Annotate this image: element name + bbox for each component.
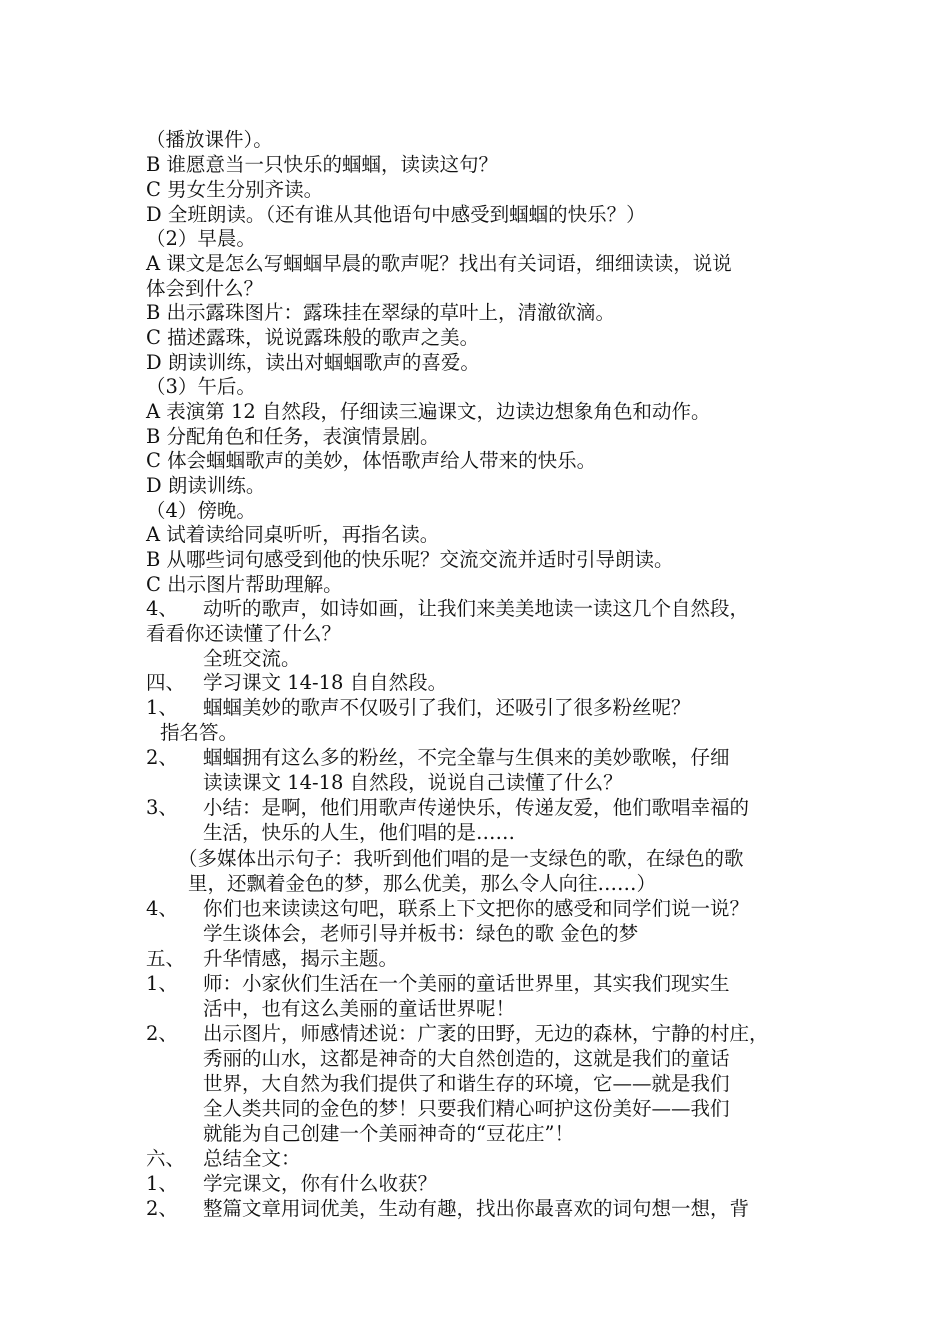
text-line: 出示图片，师感情述说：广袤的田野，无边的森林，宁静的村庄，: [203, 1022, 769, 1045]
text-line: D 全班朗读。（还有谁从其他语句中感受到蝈蝈的快乐？）: [146, 203, 646, 226]
text-line: D 朗读训练，读出对蝈蝈歌声的喜爱。: [146, 351, 480, 374]
item-number: 2、: [146, 1197, 178, 1220]
text-line: 活中，也有这么美丽的童话世界呢！: [203, 997, 516, 1020]
text-line: 秀丽的山水，这都是神奇的大自然创造的，这就是我们的童话: [203, 1047, 730, 1070]
text-line: D 朗读训练。: [146, 474, 266, 497]
text-line: 蝈蝈拥有这么多的粉丝，不完全靠与生俱来的美妙歌喉，仔细: [203, 746, 730, 769]
text-line: 里，还飘着金色的梦，那么优美，那么令人向往……）: [188, 872, 657, 895]
text-line: （4）傍晚。: [146, 499, 256, 522]
text-line: A 试着读给同桌听听，再指名读。: [146, 523, 440, 546]
text-line: A 表演第 12 自然段，仔细读三遍课文，边读边想象角色和动作。: [146, 400, 711, 423]
text-line: B 谁愿意当一只快乐的蝈蝈，读读这句？: [146, 153, 499, 176]
text-line: （播放课件）。: [146, 128, 273, 151]
section-number: 五、: [146, 947, 186, 970]
section-heading: 总结全文：: [203, 1147, 301, 1170]
text-line: A 课文是怎么写蝈蝈早晨的歌声呢？找出有关词语，细细读读，说说: [146, 252, 732, 275]
text-line: B 出示露珠图片：露珠挂在翠绿的草叶上，清澈欲滴。: [146, 301, 616, 324]
text-line: 全人类共同的金色的梦！只要我们精心呵护这份美好——我们: [203, 1097, 730, 1120]
section-number: 四、: [146, 671, 186, 694]
text-line: （多媒体出示句子：我听到他们唱的是一支绿色的歌，在绿色的歌: [178, 847, 744, 870]
text-line: B 从哪些词句感受到他的快乐呢？交流交流并适时引导朗读。: [146, 548, 674, 571]
text-line: 世界，大自然为我们提供了和谐生存的环境，它——就是我们: [203, 1072, 730, 1095]
text-line: 就能为自己创建一个美丽神奇的“豆花庄”！: [203, 1122, 574, 1145]
text-line: B 分配角色和任务，表演情景剧。: [146, 425, 440, 448]
item-number: 1、: [146, 972, 178, 995]
text-line: 指名答。: [160, 721, 239, 744]
text-line: 全班交流。: [203, 647, 301, 670]
text-line: 学生谈体会，老师引导并板书：绿色的歌 金色的梦: [203, 922, 639, 945]
text-line: 整篇文章用词优美，生动有趣，找出你最喜欢的词句想一想，背: [203, 1197, 750, 1220]
text-line: 读读课文 14-18 自然段，说说自己读懂了什么？: [203, 771, 623, 794]
text-line: （2）早晨。: [146, 227, 256, 250]
item-number: 4、: [146, 597, 178, 620]
item-number: 2、: [146, 1022, 178, 1045]
item-number: 2、: [146, 746, 178, 769]
text-line: 小结：是啊，他们用歌声传递快乐，传递友爱，他们歌唱幸福的: [203, 796, 750, 819]
item-number: 4、: [146, 897, 178, 920]
item-number: 1、: [146, 696, 178, 719]
text-line: 蝈蝈美妙的歌声不仅吸引了我们，还吸引了很多粉丝呢？: [203, 696, 691, 719]
text-line: 你们也来读读这句吧，联系上下文把你的感受和同学们说一说？: [203, 897, 750, 920]
text-line: 看看你还读懂了什么？: [146, 622, 342, 645]
section-heading: 学习课文 14-18 自自然段。: [203, 671, 448, 694]
text-line: 师：小家伙们生活在一个美丽的童话世界里，其实我们现实生: [203, 972, 730, 995]
text-line: 生活，快乐的人生，他们唱的是……: [203, 821, 516, 844]
text-line: 动听的歌声，如诗如画，让我们来美美地读一读这几个自然段，: [203, 597, 750, 620]
text-line: 体会到什么？: [146, 277, 264, 300]
section-number: 六、: [146, 1147, 186, 1170]
text-line: 学完课文，你有什么收获？: [203, 1172, 438, 1195]
text-line: C 描述露珠，说说露珠般的歌声之美。: [146, 326, 480, 349]
text-line: C 体会蝈蝈歌声的美妙，体悟歌声给人带来的快乐。: [146, 449, 597, 472]
text-line: C 男女生分别齐读。: [146, 178, 324, 201]
text-line: C 出示图片帮助理解。: [146, 573, 343, 596]
text-line: （3）午后。: [146, 375, 256, 398]
item-number: 1、: [146, 1172, 178, 1195]
item-number: 3、: [146, 796, 178, 819]
section-heading: 升华情感，揭示主题。: [203, 947, 399, 970]
